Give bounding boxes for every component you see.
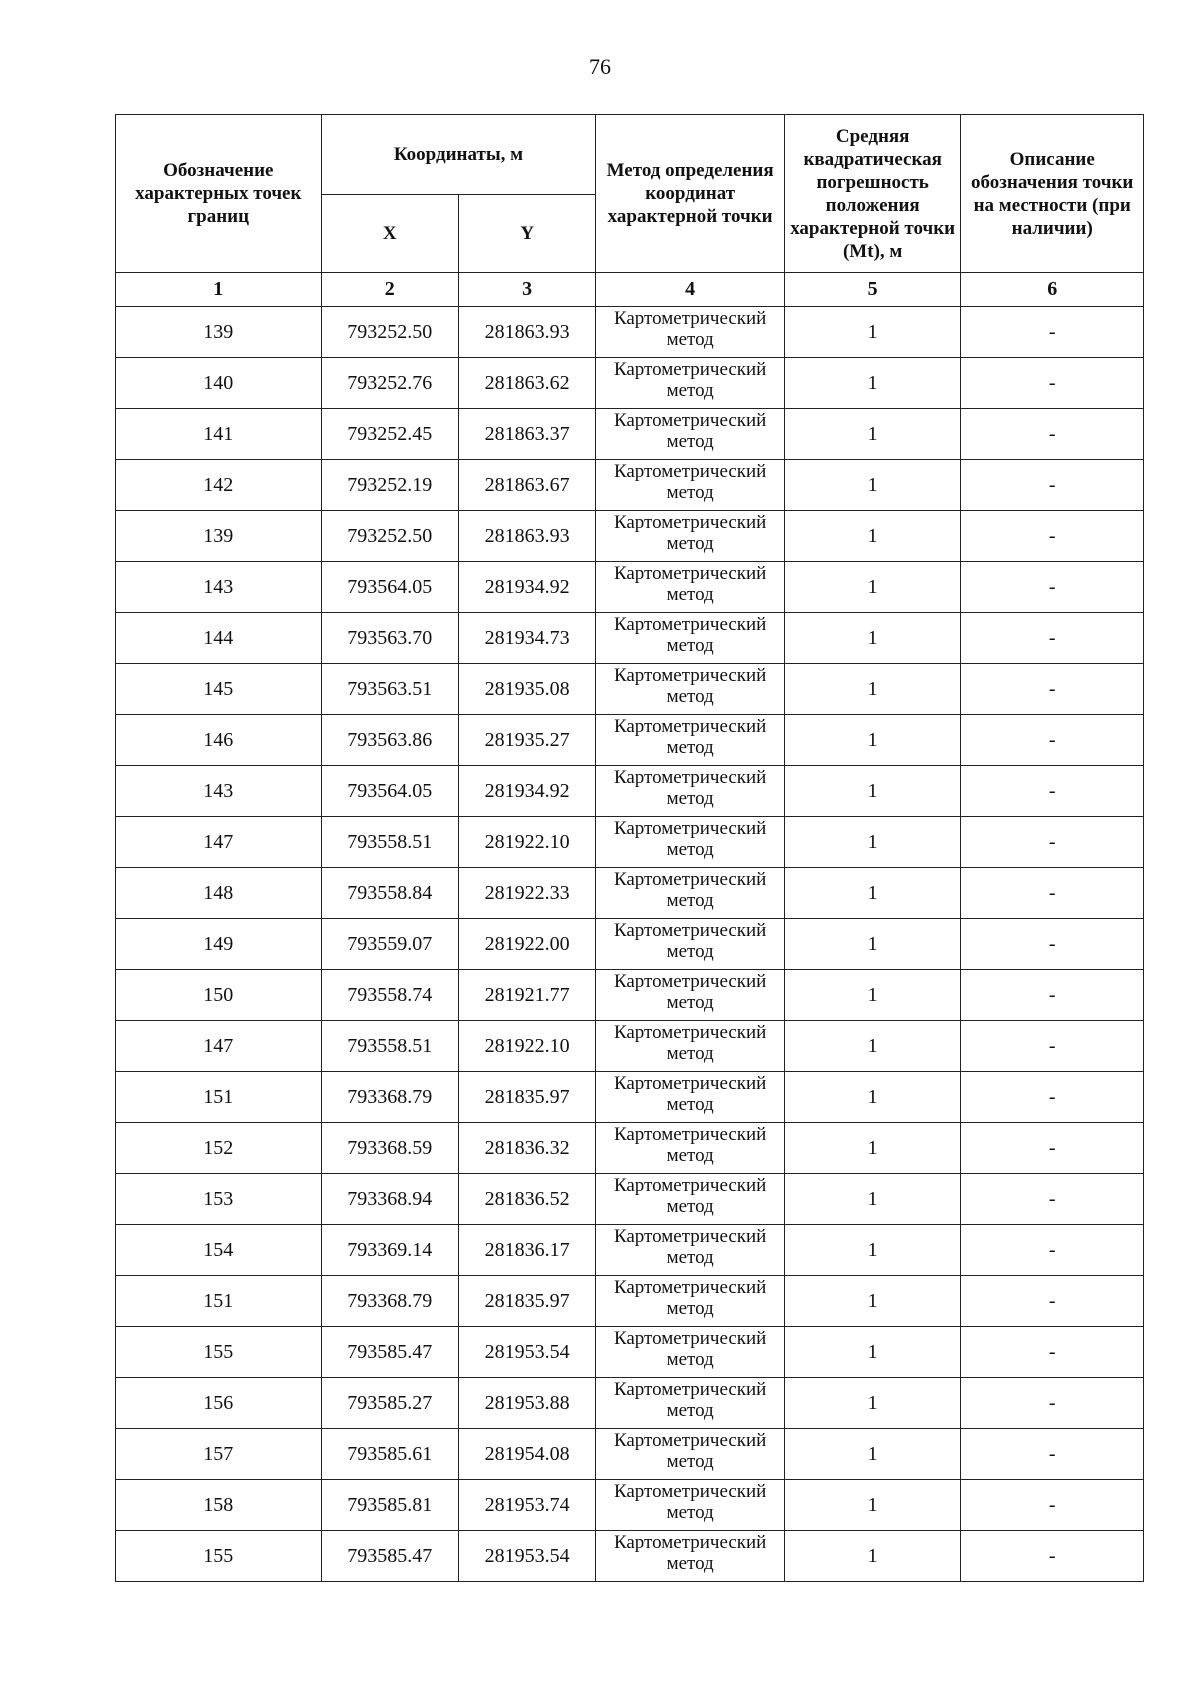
cell-point-id: 153 [116,1174,322,1225]
method-line-2: метод [666,329,714,350]
cell-point-id: 150 [116,970,322,1021]
method-line-2: метод [666,992,714,1013]
method-line-1: Картометрический [613,971,767,992]
cell-x: 793368.79 [321,1276,458,1327]
cell-method [596,766,785,817]
cell-y: 281953.54 [458,1327,595,1378]
cell-description: - [961,1021,1144,1072]
header-row-top [116,115,1144,195]
table-row [116,1276,1144,1327]
cell-point-id: 154 [116,1225,322,1276]
table-row [116,970,1144,1021]
table-row [116,562,1144,613]
cell-mt: 1 [784,613,961,664]
table-row [116,664,1144,715]
cell-x: 793563.51 [321,664,458,715]
cell-description: - [961,307,1144,358]
cell-x: 793558.74 [321,970,458,1021]
method-line-2: метод [666,482,714,503]
method-line-2: метод [666,431,714,452]
method-line-1: Картометрический [613,614,767,635]
cell-point-id: 143 [116,562,322,613]
cell-mt: 1 [784,409,961,460]
cell-y: 281863.62 [458,358,595,409]
cell-description: - [961,1429,1144,1480]
cell-x: 793563.70 [321,613,458,664]
cell-y: 281922.33 [458,868,595,919]
cell-description: - [961,1327,1144,1378]
table-row [116,613,1144,664]
method-line-2: метод [666,1298,714,1319]
method-line-2: метод [666,533,714,554]
method-line-2: метод [666,686,714,707]
cell-point-id: 157 [116,1429,322,1480]
cell-mt: 1 [784,1123,961,1174]
method-line-2: метод [666,839,714,860]
cell-description: - [961,1531,1144,1582]
cell-x: 793585.27 [321,1378,458,1429]
cell-method [596,409,785,460]
cell-method [596,817,785,868]
cell-point-id: 149 [116,919,322,970]
cell-x: 793558.51 [321,817,458,868]
cell-point-id: 151 [116,1072,322,1123]
cell-x: 793559.07 [321,919,458,970]
method-line-1: Картометрический [613,1481,767,1502]
cell-x: 793368.59 [321,1123,458,1174]
cell-y: 281954.08 [458,1429,595,1480]
table-body [116,307,1144,1582]
cell-y: 281953.74 [458,1480,595,1531]
header-coordinates: Координаты, м [321,115,596,195]
cell-y: 281835.97 [458,1276,595,1327]
cell-y: 281836.17 [458,1225,595,1276]
method-line-2: метод [666,1247,714,1268]
cell-description: - [961,1072,1144,1123]
cell-description: - [961,715,1144,766]
cell-description: - [961,613,1144,664]
cell-description: - [961,460,1144,511]
method-line-2: метод [666,1196,714,1217]
cell-method [596,562,785,613]
cell-y: 281922.10 [458,1021,595,1072]
header-method: Метод определения координат характерной точки [596,115,785,273]
cell-x: 793252.45 [321,409,458,460]
cell-point-id: 156 [116,1378,322,1429]
cell-mt: 1 [784,307,961,358]
table-row [116,1123,1144,1174]
cell-x: 793585.47 [321,1531,458,1582]
cell-method [596,1429,785,1480]
cell-point-id: 141 [116,409,322,460]
table-row [116,817,1144,868]
cell-point-id: 155 [116,1531,322,1582]
cell-y: 281921.77 [458,970,595,1021]
coordinates-table [115,114,1144,1582]
method-line-1: Картометрический [613,563,767,584]
header-x: X [321,195,458,273]
method-line-2: метод [666,1145,714,1166]
cell-y: 281934.92 [458,562,595,613]
method-line-1: Картометрический [613,1022,767,1043]
cell-description: - [961,409,1144,460]
cell-point-id: 144 [116,613,322,664]
table-row [116,1480,1144,1531]
cell-y: 281953.88 [458,1378,595,1429]
cell-y: 281934.73 [458,613,595,664]
cell-mt: 1 [784,511,961,562]
method-line-1: Картометрический [613,767,767,788]
cell-point-id: 158 [116,1480,322,1531]
cell-description: - [961,511,1144,562]
cell-y: 281836.32 [458,1123,595,1174]
method-line-2: метод [666,890,714,911]
method-line-2: метод [666,635,714,656]
cell-x: 793252.19 [321,460,458,511]
cell-point-id: 142 [116,460,322,511]
page-number: 76 [589,54,611,79]
cell-method [596,1327,785,1378]
cell-mt: 1 [784,1531,961,1582]
column-number: 2 [321,273,458,307]
cell-method [596,613,785,664]
table-row [116,1072,1144,1123]
table-row [116,919,1144,970]
cell-description: - [961,562,1144,613]
cell-mt: 1 [784,1480,961,1531]
column-number: 1 [116,273,322,307]
cell-method [596,511,785,562]
cell-mt: 1 [784,664,961,715]
cell-mt: 1 [784,460,961,511]
cell-mt: 1 [784,868,961,919]
method-line-1: Картометрический [613,1226,767,1247]
cell-method [596,1072,785,1123]
cell-description: - [961,1123,1144,1174]
cell-mt: 1 [784,1174,961,1225]
header-mean-square-error: Средняя квадратическая погрешность положения характерной точки (Mt), м [784,115,961,273]
cell-point-id: 145 [116,664,322,715]
cell-x: 793368.94 [321,1174,458,1225]
cell-mt: 1 [784,358,961,409]
cell-description: - [961,970,1144,1021]
method-line-1: Картометрический [613,1124,767,1145]
cell-x: 793558.84 [321,868,458,919]
table-row [116,511,1144,562]
cell-x: 793585.81 [321,1480,458,1531]
method-line-2: метод [666,1502,714,1523]
cell-method [596,1123,785,1174]
cell-method [596,307,785,358]
method-line-2: метод [666,788,714,809]
method-line-2: метод [666,1553,714,1574]
method-line-1: Картометрический [613,410,767,431]
cell-x: 793563.86 [321,715,458,766]
column-number: 6 [961,273,1144,307]
cell-mt: 1 [784,562,961,613]
cell-description: - [961,1276,1144,1327]
cell-mt: 1 [784,715,961,766]
cell-x: 793585.47 [321,1327,458,1378]
cell-description: - [961,358,1144,409]
cell-x: 793585.61 [321,1429,458,1480]
table-row [116,715,1144,766]
cell-y: 281922.00 [458,919,595,970]
table-row [116,1531,1144,1582]
column-number: 3 [458,273,595,307]
header-description: Описание обозначения точки на местности (при наличии) [961,115,1144,273]
method-line-1: Картометрический [613,869,767,890]
method-line-1: Картометрический [613,308,767,329]
method-line-1: Картометрический [613,1379,767,1400]
column-number-row [116,273,1144,307]
method-line-2: метод [666,1043,714,1064]
table-row [116,1225,1144,1276]
cell-mt: 1 [784,1021,961,1072]
method-line-1: Картометрический [613,920,767,941]
method-line-1: Картометрический [613,1532,767,1553]
table-row [116,358,1144,409]
cell-point-id: 147 [116,1021,322,1072]
cell-description: - [961,1378,1144,1429]
cell-method [596,460,785,511]
table-row [116,409,1144,460]
cell-x: 793252.76 [321,358,458,409]
method-line-1: Картометрический [613,665,767,686]
cell-y: 281836.52 [458,1174,595,1225]
cell-x: 793564.05 [321,562,458,613]
cell-point-id: 155 [116,1327,322,1378]
column-number: 5 [784,273,961,307]
table-row [116,1021,1144,1072]
table-row [116,307,1144,358]
cell-point-id: 139 [116,511,322,562]
cell-x: 793368.79 [321,1072,458,1123]
cell-method [596,1174,785,1225]
method-line-1: Картометрический [613,1073,767,1094]
cell-point-id: 139 [116,307,322,358]
cell-description: - [961,1174,1144,1225]
method-line-2: метод [666,1349,714,1370]
cell-method [596,1276,785,1327]
method-line-2: метод [666,941,714,962]
cell-method [596,1480,785,1531]
cell-x: 793252.50 [321,511,458,562]
cell-description: - [961,664,1144,715]
method-line-1: Картометрический [613,461,767,482]
cell-point-id: 148 [116,868,322,919]
cell-x: 793252.50 [321,307,458,358]
cell-y: 281953.54 [458,1531,595,1582]
cell-mt: 1 [784,919,961,970]
cell-method [596,715,785,766]
cell-y: 281934.92 [458,766,595,817]
table-row [116,1327,1144,1378]
method-line-1: Картометрический [613,512,767,533]
method-line-2: метод [666,380,714,401]
cell-mt: 1 [784,1276,961,1327]
table-row [116,766,1144,817]
cell-y: 281863.37 [458,409,595,460]
cell-method [596,919,785,970]
cell-y: 281922.10 [458,817,595,868]
cell-description: - [961,1480,1144,1531]
cell-mt: 1 [784,1327,961,1378]
cell-method [596,664,785,715]
cell-y: 281863.67 [458,460,595,511]
cell-mt: 1 [784,1225,961,1276]
cell-description: - [961,919,1144,970]
cell-x: 793564.05 [321,766,458,817]
cell-point-id: 147 [116,817,322,868]
cell-mt: 1 [784,817,961,868]
cell-mt: 1 [784,1378,961,1429]
cell-method [596,970,785,1021]
cell-point-id: 152 [116,1123,322,1174]
cell-mt: 1 [784,970,961,1021]
cell-y: 281935.27 [458,715,595,766]
cell-description: - [961,1225,1144,1276]
cell-description: - [961,817,1144,868]
cell-point-id: 151 [116,1276,322,1327]
cell-y: 281863.93 [458,511,595,562]
method-line-1: Картометрический [613,1328,767,1349]
cell-mt: 1 [784,766,961,817]
cell-y: 281863.93 [458,307,595,358]
cell-x: 793558.51 [321,1021,458,1072]
header-y: Y [458,195,595,273]
table-row [116,1429,1144,1480]
method-line-2: метод [666,1094,714,1115]
method-line-1: Картометрический [613,359,767,380]
method-line-1: Картометрический [613,1277,767,1298]
header-point-designation: Обозначение характерных точек границ [116,115,322,273]
table-row [116,868,1144,919]
cell-point-id: 146 [116,715,322,766]
cell-method [596,1378,785,1429]
cell-y: 281935.08 [458,664,595,715]
cell-method [596,358,785,409]
method-line-2: метод [666,1400,714,1421]
method-line-1: Картометрический [613,1430,767,1451]
cell-point-id: 143 [116,766,322,817]
cell-y: 281835.97 [458,1072,595,1123]
method-line-1: Картометрический [613,818,767,839]
cell-method [596,1021,785,1072]
cell-x: 793369.14 [321,1225,458,1276]
cell-method [596,868,785,919]
cell-method [596,1531,785,1582]
table-row [116,1174,1144,1225]
column-number: 4 [596,273,785,307]
cell-point-id: 140 [116,358,322,409]
cell-description: - [961,766,1144,817]
cell-description: - [961,868,1144,919]
cell-mt: 1 [784,1072,961,1123]
method-line-2: метод [666,1451,714,1472]
method-line-2: метод [666,584,714,605]
cell-method [596,1225,785,1276]
method-line-1: Картометрический [613,716,767,737]
table-row [116,460,1144,511]
method-line-1: Картометрический [613,1175,767,1196]
cell-mt: 1 [784,1429,961,1480]
table-row [116,1378,1144,1429]
method-line-2: метод [666,737,714,758]
